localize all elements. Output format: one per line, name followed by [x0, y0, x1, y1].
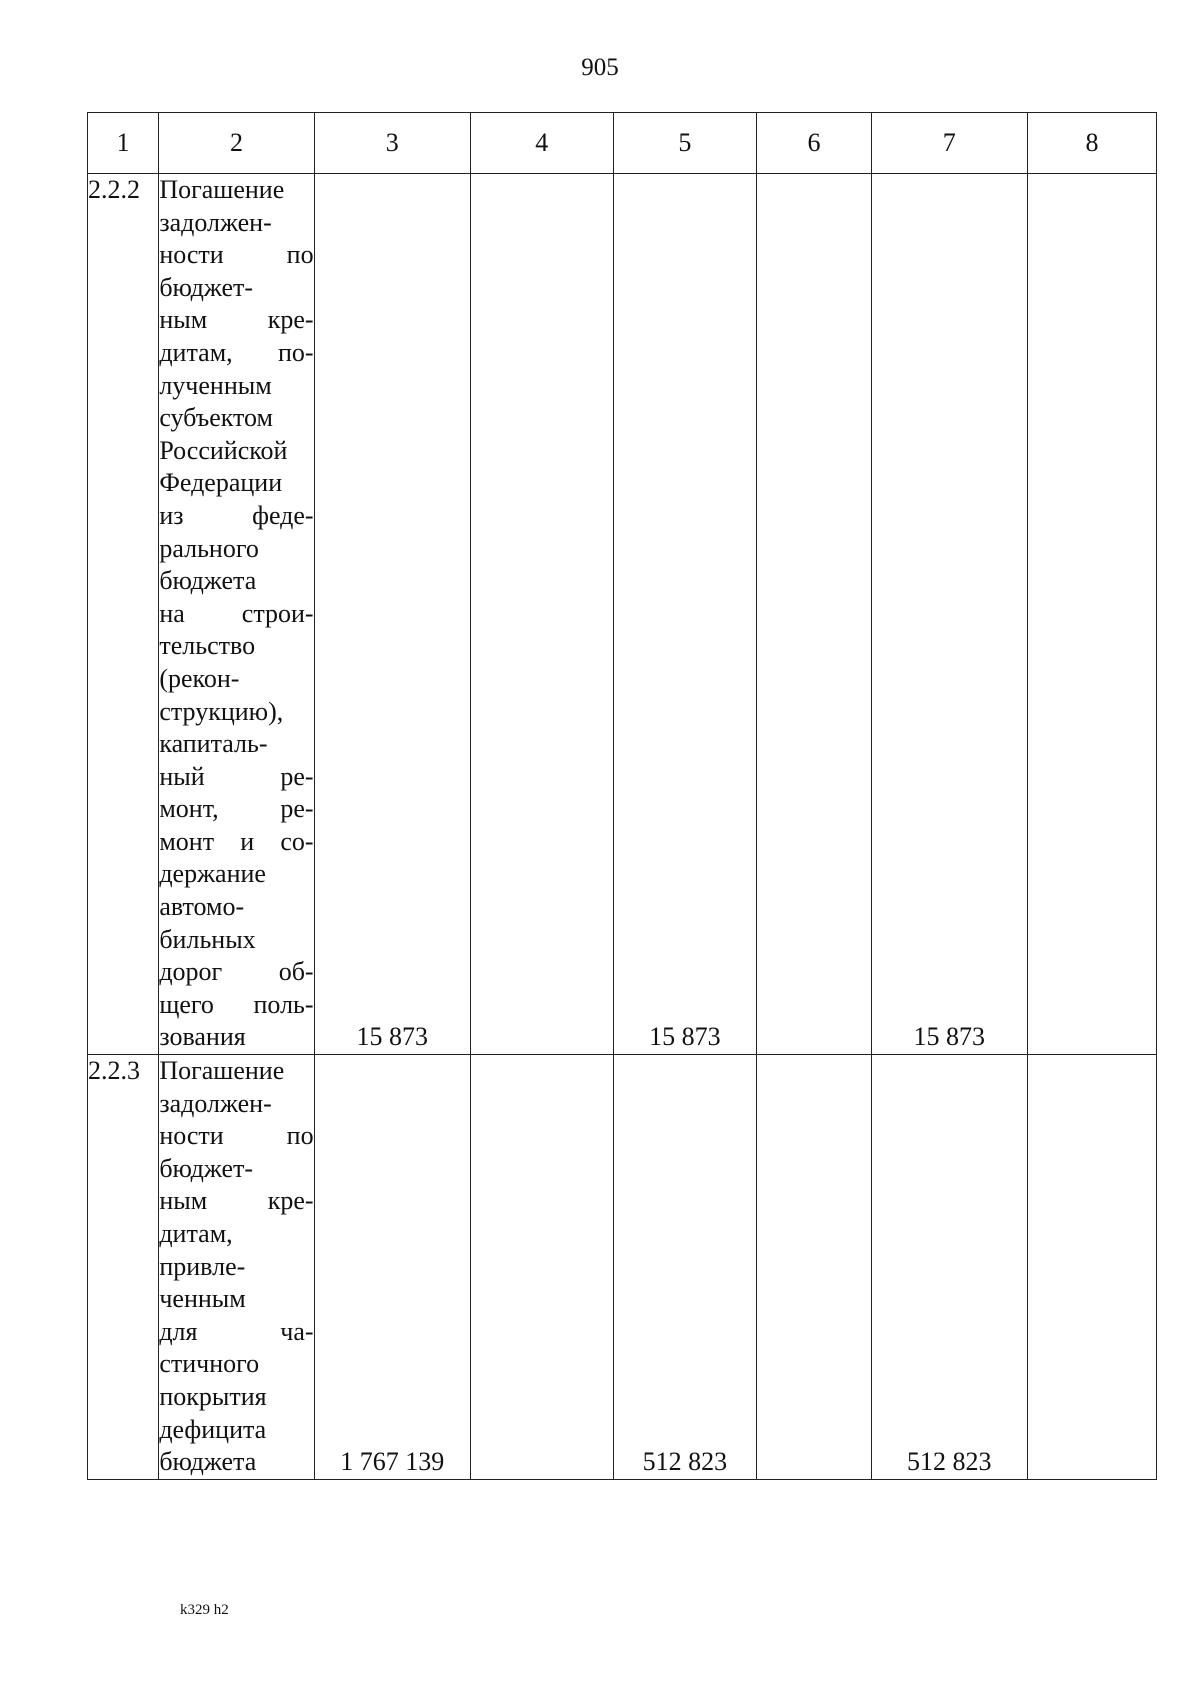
- description-line: бюджет-: [159, 1153, 254, 1183]
- description-line: субъектом: [159, 403, 274, 433]
- description-line: струкцию),: [159, 696, 284, 726]
- cell-col-5: 512 823: [613, 1055, 757, 1480]
- description-line: дорог об-: [159, 957, 314, 987]
- cell-col-4: [470, 1055, 613, 1480]
- table-row: [88, 1055, 1157, 1480]
- description-line: дитам, по-: [159, 337, 314, 367]
- description-line: из феде-: [159, 500, 314, 530]
- cell-col-8: [1027, 1055, 1156, 1480]
- column-header-3: 3: [314, 113, 470, 174]
- cell-col-6: [757, 1055, 871, 1480]
- description-line: Российской: [159, 435, 288, 465]
- description-line: зования: [159, 1022, 246, 1052]
- row-code: 2.2.2: [88, 174, 159, 1055]
- footer-code: k329 h2: [180, 1602, 229, 1618]
- description-line: Федерации: [159, 468, 283, 498]
- description-line: Погашение: [159, 1056, 285, 1086]
- description-line: лученным: [159, 370, 272, 400]
- description-line: Погашение: [159, 175, 285, 204]
- description-line: бюджета: [159, 1447, 257, 1477]
- table-row: [88, 174, 1157, 1055]
- description-line: ным кре-: [159, 1186, 314, 1216]
- description-line: монт, ре-: [159, 794, 314, 824]
- cell-col-7: 15 873: [871, 174, 1027, 1055]
- description-line: покрытия: [159, 1381, 267, 1411]
- description-line: бильных: [159, 924, 256, 954]
- header-row: [88, 113, 1157, 174]
- cell-col-3: 1 767 139: [314, 1055, 470, 1480]
- description-line: ченным: [159, 1284, 246, 1314]
- budget-table: [87, 112, 1157, 1480]
- column-header-4: 4: [470, 113, 613, 174]
- description-line: ности по: [159, 240, 314, 270]
- description-line: для ча-: [159, 1316, 314, 1346]
- cell-col-7: 512 823: [871, 1055, 1027, 1480]
- column-header-1: 1: [88, 113, 159, 174]
- description-line: тельство: [159, 631, 256, 661]
- column-header-5: 5: [613, 113, 757, 174]
- row-code: 2.2.3: [88, 1055, 159, 1480]
- description-line: монт и со-: [159, 826, 314, 856]
- description-line: задолжен-: [159, 1088, 272, 1118]
- column-header-2: 2: [159, 113, 314, 174]
- cell-col-8: [1027, 174, 1156, 1055]
- description-line: ным кре-: [159, 305, 314, 335]
- page-number: 905: [581, 54, 619, 81]
- description-line: задолжен-: [159, 207, 272, 237]
- description-line: рального: [159, 533, 259, 563]
- description-line: капиталь-: [159, 729, 268, 759]
- description-line: (рекон-: [159, 663, 240, 693]
- cell-col-3: 15 873: [314, 174, 470, 1055]
- cell-col-4: [470, 174, 613, 1055]
- description-line: держание: [159, 859, 266, 889]
- description-line: ности по: [159, 1121, 314, 1151]
- row-description: [159, 1055, 314, 1480]
- description-line: привле-: [159, 1251, 246, 1281]
- cell-col-5: 15 873: [613, 174, 757, 1055]
- description-line: дефицита: [159, 1414, 267, 1444]
- column-header-6: 6: [757, 113, 871, 174]
- description-line: бюджет-: [159, 272, 254, 302]
- description-line: дитам,: [159, 1219, 233, 1248]
- cell-col-6: [757, 174, 871, 1055]
- column-header-8: 8: [1027, 113, 1156, 174]
- description-line: бюджета: [159, 566, 257, 596]
- description-line: ный ре-: [159, 761, 314, 791]
- description-line: автомо-: [159, 892, 245, 922]
- column-header-7: 7: [871, 113, 1027, 174]
- description-line: на строи-: [159, 598, 314, 628]
- row-description: [159, 174, 314, 1055]
- description-line: стичного: [159, 1349, 260, 1379]
- description-line: щего поль-: [159, 989, 314, 1019]
